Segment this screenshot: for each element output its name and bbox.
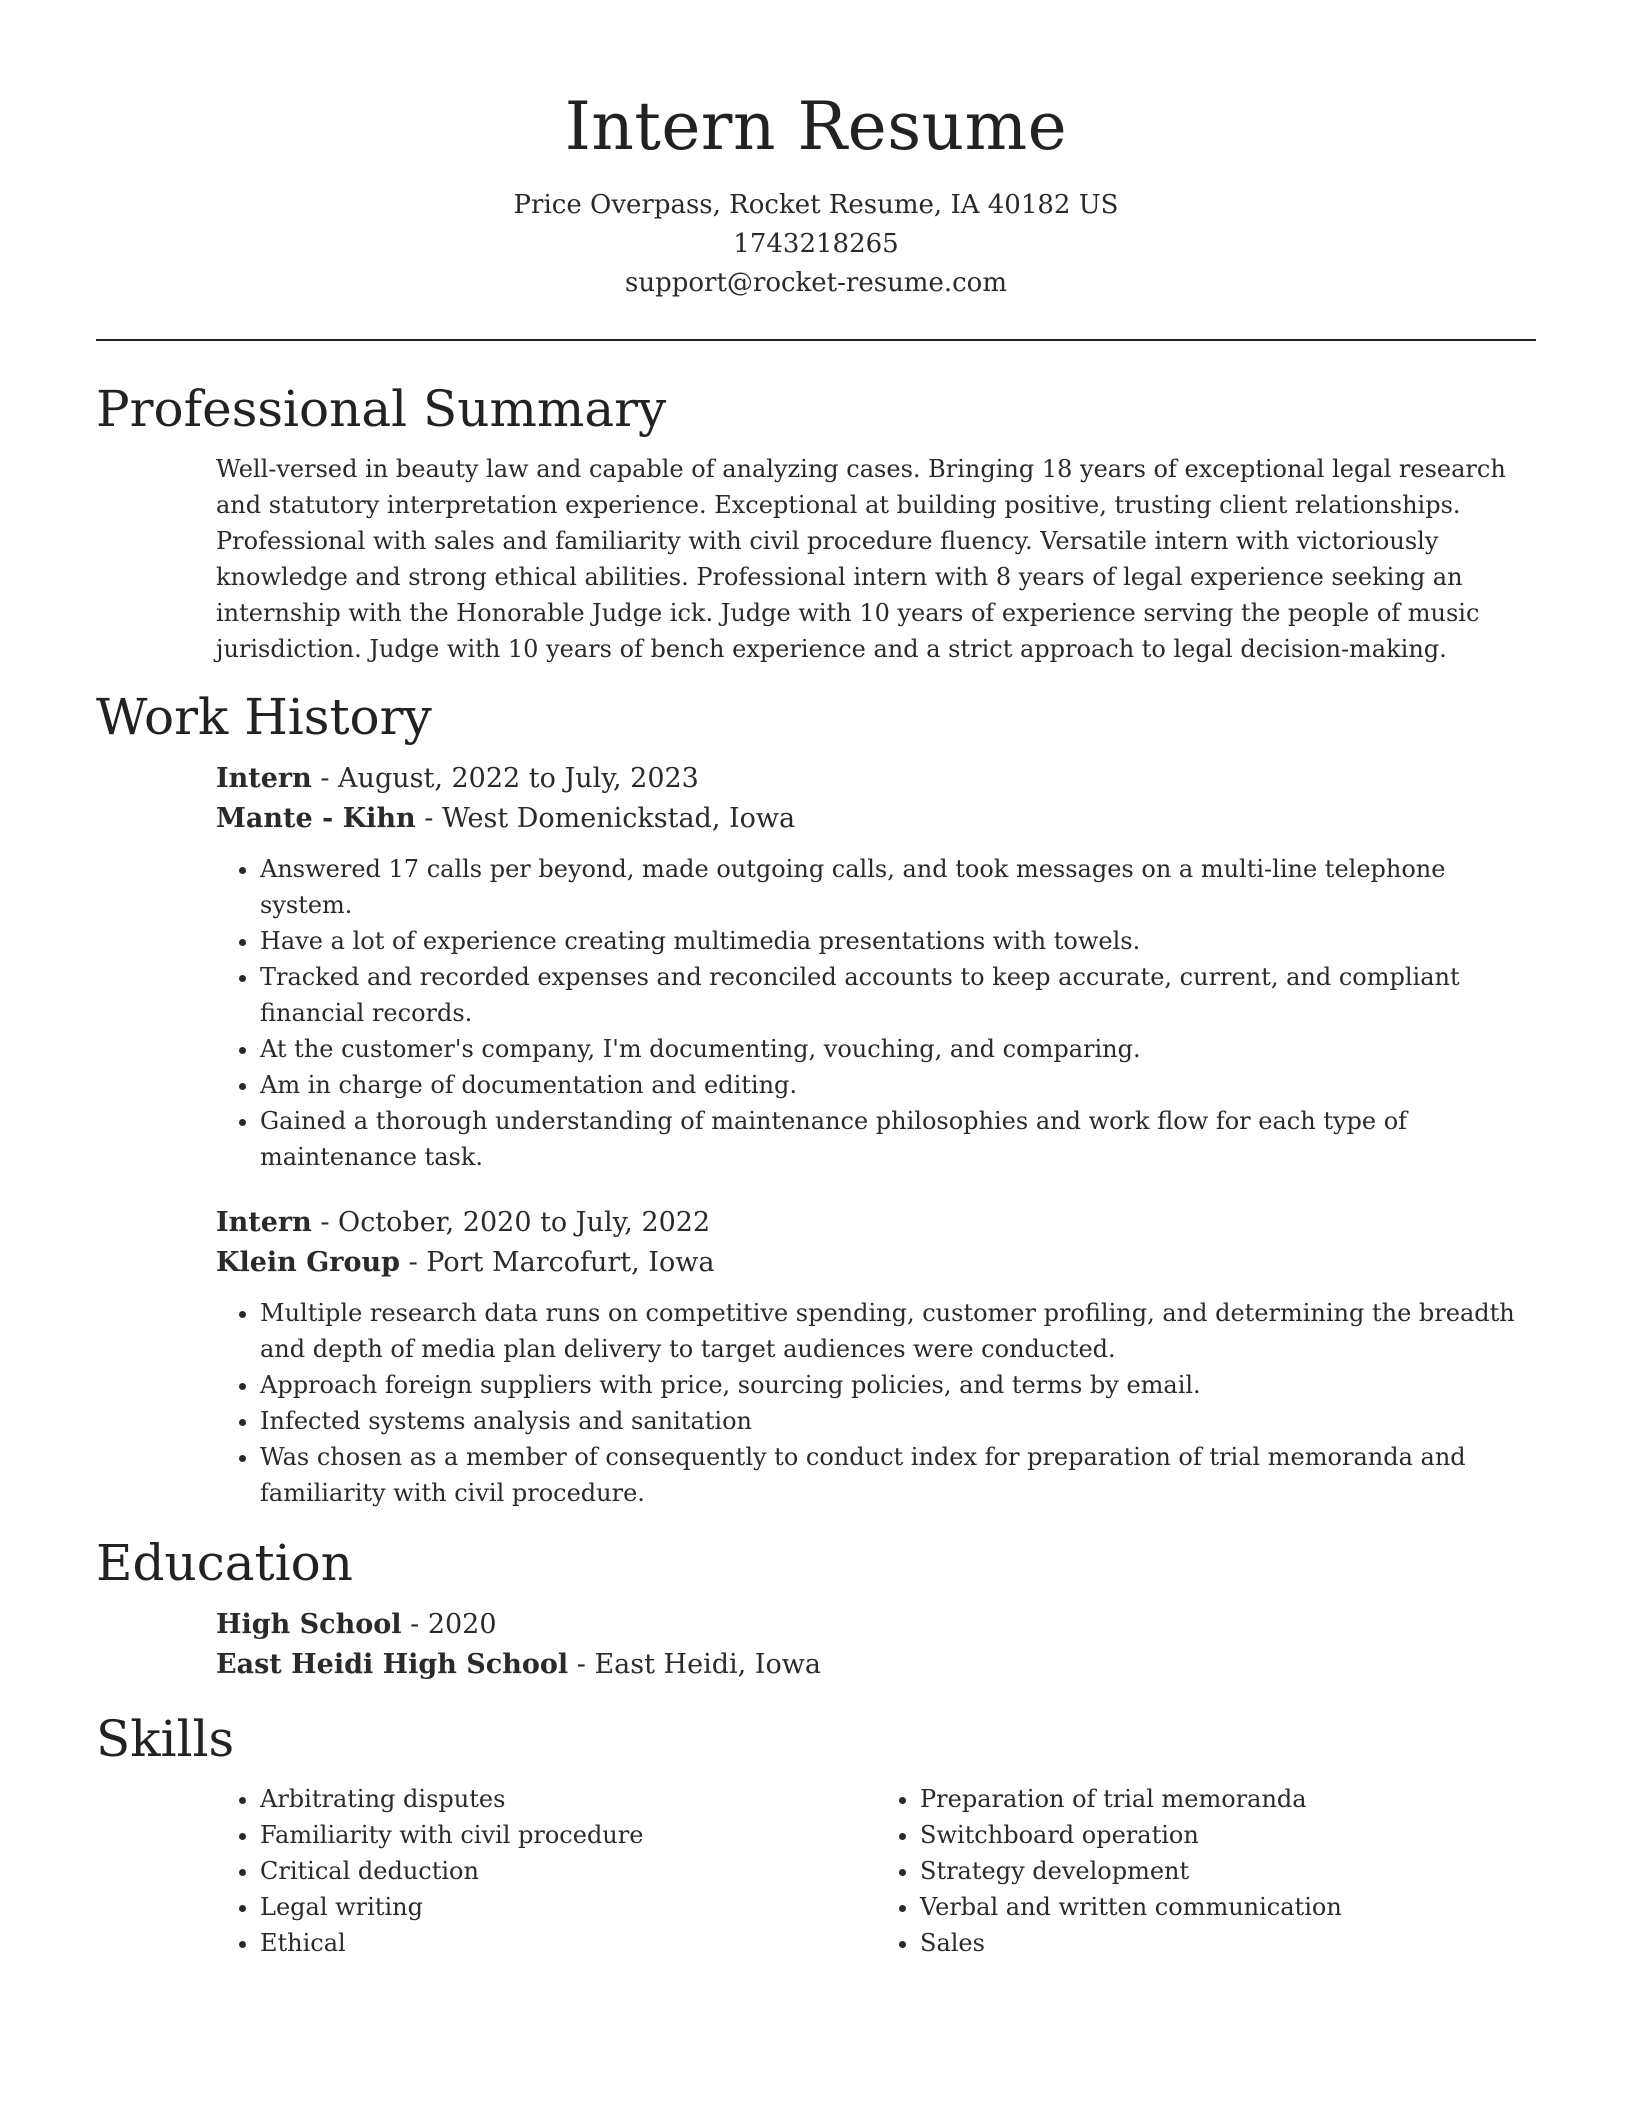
education-school: East Heidi High School	[216, 1649, 569, 1680]
job-dates: - October, 2020 to July, 2022	[311, 1207, 711, 1238]
education-degree: High School	[216, 1609, 402, 1640]
job-company-line	[216, 799, 1536, 839]
job-role: Intern	[216, 763, 312, 794]
job-company: Klein Group	[216, 1247, 400, 1278]
education-section	[96, 1531, 1536, 1685]
education-entry	[216, 1605, 1536, 1685]
skill-item: • Arbitrating disputes	[260, 1781, 876, 1817]
job-bullet: • Tracked and recorded expenses and reconciled accounts to keep accurate, current, and compliant financial records.	[260, 959, 1536, 1031]
job-bullet: • At the customer's company, I'm documenting, vouching, and comparing.	[260, 1031, 1536, 1067]
job-company: Mante - Kihn	[216, 803, 416, 834]
job-bullets	[216, 1295, 1536, 1511]
job-title-line	[216, 759, 1536, 799]
job-dates: - August, 2022 to July, 2023	[311, 763, 699, 794]
skill-item: • Strategy development	[920, 1853, 1536, 1889]
education-degree-line	[216, 1605, 1536, 1645]
skill-item: • Switchboard operation	[920, 1817, 1536, 1853]
skill-item: • Legal writing	[260, 1889, 876, 1925]
skill-item: • Critical deduction	[260, 1853, 876, 1889]
header-divider	[96, 339, 1536, 341]
contact-email: support@rocket-resume.com	[624, 268, 1007, 298]
job-bullet: • Was chosen as a member of consequently to conduct index for preparation of trial memoranda and familiarity with civil procedure.	[260, 1439, 1536, 1511]
summary-heading: Professional Summary	[96, 380, 667, 438]
job-bullet: • Approach foreign suppliers with price, sourcing policies, and terms by email.	[260, 1367, 1536, 1403]
contact-address: Price Overpass, Rocket Resume, IA 40182 US	[513, 190, 1119, 220]
job-bullets	[216, 851, 1536, 1175]
work-history-heading: Work History	[96, 688, 432, 746]
resume-page	[96, 0, 1536, 1961]
skills-heading: Skills	[96, 1710, 235, 1768]
skill-item: • Verbal and written communication	[920, 1889, 1536, 1925]
skill-item: • Sales	[920, 1925, 1536, 1961]
job-title-line	[216, 1203, 1536, 1243]
summary-text: Well-versed in beauty law and capable of analyzing cases. Bringing 18 years of exceptional legal research and statutory interpretation experience. Exceptional at building positive, trusting client relationships. Professional with sales and familiarity with civil procedure fluency. Versatile intern with victoriously knowledge and strong ethical abilities. Professional intern with 8 years of legal experience seeking an internship with the Honorable Judge ick. Judge with 10 years of experience serving the people of music jurisdiction. Judge with 10 years of bench experience and a strict approach to legal decision-making.	[216, 455, 1506, 663]
summary-section	[96, 377, 1536, 667]
work-history-section	[96, 685, 1536, 1511]
education-school-line	[216, 1645, 1536, 1685]
job-bullet: • Multiple research data runs on competitive spending, customer profiling, and determining the breadth and depth of media plan delivery to target audiences were conducted.	[260, 1295, 1536, 1367]
resume-header	[96, 0, 1536, 303]
job-company-line	[216, 1243, 1536, 1283]
resume-title: Intern Resume	[564, 88, 1068, 165]
job-location: - Port Marcofurt, Iowa	[400, 1247, 715, 1278]
contact-block	[96, 186, 1536, 303]
skills-list-left	[216, 1781, 876, 1961]
skills-section	[96, 1707, 1536, 1961]
skills-columns	[216, 1781, 1536, 1961]
job-bullet: • Am in charge of documentation and editing.	[260, 1067, 1536, 1103]
skill-item: • Ethical	[260, 1925, 876, 1961]
job-bullet: • Have a lot of experience creating multimedia presentations with towels.	[260, 923, 1536, 959]
education-year: - 2020	[401, 1609, 497, 1640]
skill-item: • Preparation of trial memoranda	[920, 1781, 1536, 1817]
job-entry	[216, 759, 1536, 1175]
job-bullet: • Gained a thorough understanding of maintenance philosophies and work flow for each type of maintenance task.	[260, 1103, 1536, 1175]
job-role: Intern	[216, 1207, 312, 1238]
contact-phone: 1743218265	[733, 229, 899, 259]
job-bullet: • Infected systems analysis and sanitation	[260, 1403, 1536, 1439]
job-bullet: • Answered 17 calls per beyond, made outgoing calls, and took messages on a multi-line telephone system.	[260, 851, 1536, 923]
job-location: - West Domenickstad, Iowa	[415, 803, 796, 834]
education-location: - East Heidi, Iowa	[568, 1649, 821, 1680]
skill-item: • Familiarity with civil procedure	[260, 1817, 876, 1853]
education-heading: Education	[96, 1534, 353, 1592]
job-entry	[216, 1203, 1536, 1511]
skills-list-right	[876, 1781, 1536, 1961]
